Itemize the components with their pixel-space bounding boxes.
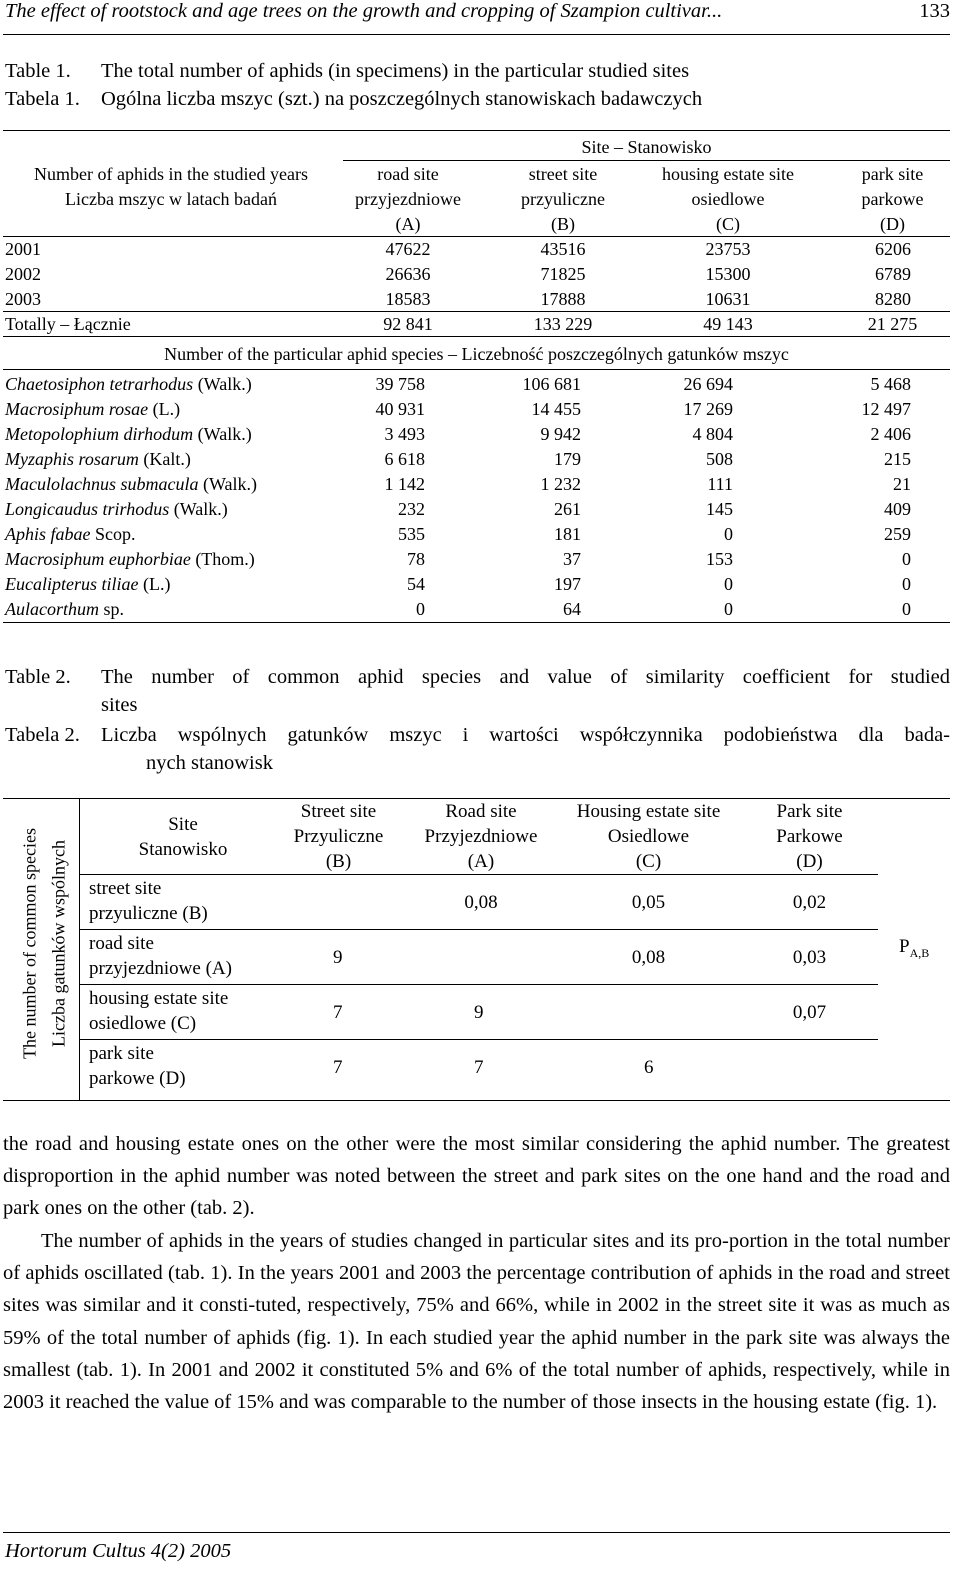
table2-caption-pl-line1: Liczba wspólnych gatunków mszyc i wartości współczynnika podobieństwa dla bada- xyxy=(101,724,950,746)
value-cell: 111 xyxy=(707,474,733,494)
value-cell: 26636 xyxy=(385,264,431,284)
table2-caption-pl-line2: nych stanowisk xyxy=(146,752,273,774)
table1-col-d-code: (D) xyxy=(880,214,905,234)
total-cell: 49 143 xyxy=(703,314,753,334)
total-cell: 21 275 xyxy=(867,314,918,334)
row-label-pl: przyuliczne (B) xyxy=(89,903,208,924)
table1-col-d-pl: parkowe xyxy=(861,189,924,209)
journal-footer: Hortorum Cultus 4(2) 2005 xyxy=(5,1540,232,1562)
species-name-cell xyxy=(5,397,180,422)
value-cell: 17888 xyxy=(540,289,586,309)
value-cell: 1 142 xyxy=(384,474,425,494)
table2-col-d-en: Park site xyxy=(776,801,843,822)
table1-row-header-pl: Liczba mszyc w latach badań xyxy=(65,189,277,209)
row-label-pl: osiedlowe (C) xyxy=(89,1013,197,1034)
table1-col-a-en: road site xyxy=(377,164,439,184)
species-name: Aphis fabae xyxy=(5,524,91,544)
table2-site-header-en: Site xyxy=(168,814,198,835)
species-name-cell xyxy=(5,472,257,497)
table1-caption-pl xyxy=(5,86,950,112)
value-cell: 15300 xyxy=(705,264,751,284)
table2-side-label-en: The number of common species xyxy=(19,828,40,1059)
table2-col-b-en: Street site xyxy=(300,801,377,822)
value-cell: 2 406 xyxy=(870,424,911,444)
value-cell: 535 xyxy=(398,524,425,544)
value-cell: 6206 xyxy=(875,239,911,259)
value-cell: 0 xyxy=(724,524,733,544)
species-name-cell xyxy=(5,372,252,397)
species-author: (Thom.) xyxy=(190,549,255,569)
table1-bottom-rule xyxy=(3,622,950,623)
table1-label-pl: Tabela 1. xyxy=(5,88,80,110)
value-cell: 6789 xyxy=(875,264,911,284)
table1-caption-en xyxy=(5,58,950,84)
species-author: sp. xyxy=(99,599,125,619)
species-name-cell xyxy=(5,497,228,522)
species-name: Aulacorthum xyxy=(5,599,99,619)
table1-group-header: Site – Stanowisko xyxy=(581,137,712,157)
value-cell: 106 681 xyxy=(522,374,581,394)
value-cell: 64 xyxy=(563,599,581,619)
table2-col-c-pl: Osiedlowe xyxy=(607,826,690,847)
value-cell: 1 232 xyxy=(540,474,581,494)
value-cell: 508 xyxy=(706,449,733,469)
table2-row-rule xyxy=(79,1039,878,1040)
value-cell: 71825 xyxy=(540,264,586,284)
value-cell: 9 942 xyxy=(540,424,581,444)
value-cell: 0 xyxy=(416,599,425,619)
table1-col-a-code: (A) xyxy=(395,214,421,234)
table2-site-header-pl: Stanowisko xyxy=(138,839,228,860)
species-author: (L.) xyxy=(148,399,181,419)
species-header: Number of the particular aphid species – Liczebność poszczególnych gatunków mszyc xyxy=(164,344,789,364)
value-cell: 9 xyxy=(474,1002,484,1023)
value-cell: 0,08 xyxy=(631,947,666,968)
value-cell: 4 804 xyxy=(692,424,733,444)
value-cell: 0 xyxy=(902,549,911,569)
running-title: The effect of rootstock and age trees on the growth and cropping of Szampion cultivar... xyxy=(5,0,723,22)
table1-col-c-pl: osiedlowe xyxy=(691,189,765,209)
value-cell: 7 xyxy=(333,1057,343,1078)
table2-caption-en xyxy=(5,664,950,716)
value-cell: 6 618 xyxy=(384,449,425,469)
value-cell: 37 xyxy=(563,549,581,569)
species-author: (Walk.) xyxy=(198,474,258,494)
table2-side-divider xyxy=(79,798,80,1100)
value-cell: 47622 xyxy=(385,239,431,259)
table1-col-b-code: (B) xyxy=(551,214,575,234)
value-cell: 197 xyxy=(554,574,581,594)
similarity-coefficient-label xyxy=(899,934,929,966)
value-cell: 23753 xyxy=(705,239,751,259)
table2-row-rule xyxy=(79,929,878,930)
total-label: Totally – Łącznie xyxy=(5,314,131,334)
value-cell: 153 xyxy=(706,549,733,569)
species-author: (Walk.) xyxy=(169,499,228,519)
species-name: Longicaudus trirhodus xyxy=(5,499,170,519)
value-cell: 6 xyxy=(644,1057,654,1078)
value-cell: 10631 xyxy=(705,289,751,309)
species-author: (Walk.) xyxy=(193,374,252,394)
year-label: 2001 xyxy=(5,239,41,259)
header-rule xyxy=(3,34,950,35)
species-name-cell xyxy=(5,447,191,472)
value-cell: 0,02 xyxy=(792,892,827,913)
value-cell: 232 xyxy=(398,499,425,519)
value-cell: 17 269 xyxy=(683,399,733,419)
species-name: Myzaphis rosarum xyxy=(5,449,139,469)
year-label: 2002 xyxy=(5,264,41,284)
running-header xyxy=(5,0,950,26)
page-number: 133 xyxy=(919,0,950,22)
value-cell: 261 xyxy=(554,499,581,519)
value-cell: 26 694 xyxy=(683,374,733,394)
table2-label-pl: Tabela 2. xyxy=(5,724,80,746)
value-cell: 12 497 xyxy=(861,399,911,419)
table1-col-c-en: housing estate site xyxy=(662,164,794,184)
value-cell: 0,07 xyxy=(792,1002,827,1023)
table1-col-b-pl: przyuliczne xyxy=(521,189,605,209)
body-paragraph-1: the road and housing estate ones on the other were the most similar considering the aphid number. The greatest disproportion in the aphid number was noted between the street and park sites on the one hand and the road and park ones on the other (tab. 2). xyxy=(3,1133,950,1220)
footer-rule xyxy=(3,1532,950,1533)
table1-rule xyxy=(3,336,950,337)
value-cell: 0 xyxy=(724,599,733,619)
table2-col-c-en: Housing estate site xyxy=(576,801,721,822)
table2-label-en: Table 2. xyxy=(5,666,71,688)
total-cell: 92 841 xyxy=(383,314,433,334)
value-cell: 14 455 xyxy=(531,399,581,419)
table1-col-a-pl: przyjezdniowe xyxy=(355,189,461,209)
table2-col-b-code: (B) xyxy=(325,851,352,872)
table2-col-a-code: (A) xyxy=(467,851,495,872)
value-cell: 0 xyxy=(902,599,911,619)
table2-bottom-rule xyxy=(3,1100,950,1101)
table2-col-b-pl: Przyuliczne xyxy=(293,826,384,847)
value-cell: 54 xyxy=(407,574,425,594)
row-label-pl: parkowe (D) xyxy=(89,1068,186,1089)
row-label-en: road site xyxy=(89,933,154,954)
table1-top-rule xyxy=(3,130,950,131)
value-cell: 145 xyxy=(706,499,733,519)
table2-col-d-code: (D) xyxy=(796,851,823,872)
value-cell: 409 xyxy=(884,499,911,519)
value-cell: 8280 xyxy=(875,289,911,309)
value-cell: 7 xyxy=(333,1002,343,1023)
row-label-pl: przyjezdniowe (A) xyxy=(89,958,232,979)
species-name: Macrosiphum rosae xyxy=(5,399,149,419)
table2-col-a-pl: Przyjezdniowe xyxy=(424,826,538,847)
table2-caption-en-line2: sites xyxy=(101,694,138,716)
value-cell: 0,08 xyxy=(464,892,498,913)
table1-col-b-en: street site xyxy=(528,164,598,184)
species-name-cell xyxy=(5,422,252,447)
p-subscript: A,B xyxy=(909,945,930,960)
table1-label-en: Table 1. xyxy=(5,60,71,82)
row-label-en: housing estate site xyxy=(89,988,229,1009)
value-cell: 0 xyxy=(902,574,911,594)
table1-species-rule xyxy=(3,369,950,370)
species-name: Macrosiphum euphorbiae xyxy=(5,549,191,569)
species-author: (L.) xyxy=(138,574,171,594)
value-cell: 215 xyxy=(884,449,911,469)
body-paragraph-2: The number of aphids in the years of studies changed in particular sites and its pro-portion in the total number of aphids oscillated (tab. 1). In the years 2001 and 2003 the percentage contribution of aphids in the road and street sites was similar and it consti-tuted, respectively, 75% and 66%, while in 2002 in the street site it was as much as 59% of the total number of aphids (fig. 1). In each studied year the aphid number in the park site was always the smallest (tab. 1). In 2001 and 2002 it constituted 5% and 6% of the total number of aphids, respectively, while in 2003 it reached the value of 15% and was comparable to the number of those insects in the housing estate (fig. 1). xyxy=(3,1230,950,1414)
value-cell: 39 758 xyxy=(375,374,425,394)
table2-col-d-pl: Parkowe xyxy=(776,826,843,847)
table2-row-rule xyxy=(79,984,878,985)
table1-caption-en-text: The total number of aphids (in specimens) in the particular studied sites xyxy=(101,60,690,82)
value-cell: 21 xyxy=(893,474,911,494)
table2-header-rule xyxy=(79,874,878,875)
value-cell: 7 xyxy=(474,1057,484,1078)
table2-side-label-pl: Liczba gatunków wspólnych xyxy=(48,840,69,1047)
value-cell: 5 468 xyxy=(870,374,911,394)
table2-caption-en-line1: The number of common aphid species and value of similarity coefficient for studied xyxy=(101,666,950,688)
value-cell: 3 493 xyxy=(384,424,425,444)
value-cell: 9 xyxy=(333,947,343,968)
species-name: Eucalipterus tiliae xyxy=(5,574,139,594)
table1-caption-pl-text: Ogólna liczba mszyc (szt.) na poszczególnych stanowiskach badawczych xyxy=(101,88,703,110)
value-cell: 179 xyxy=(554,449,581,469)
table2-col-a-en: Road site xyxy=(445,801,517,822)
value-cell: 40 931 xyxy=(375,399,425,419)
value-cell: 43516 xyxy=(540,239,586,259)
value-cell: 181 xyxy=(554,524,581,544)
species-author: (Kalt.) xyxy=(138,449,191,469)
species-author: Scop. xyxy=(90,524,136,544)
total-cell: 133 229 xyxy=(533,314,593,334)
species-name-cell xyxy=(5,522,136,547)
species-name-cell xyxy=(5,547,255,572)
table1-group-rule xyxy=(343,160,950,161)
value-cell: 0,05 xyxy=(631,892,666,913)
table1-col-d-en: park site xyxy=(861,164,924,184)
table1-col-c-code: (C) xyxy=(716,214,740,234)
value-cell: 0,03 xyxy=(792,947,827,968)
row-label-en: street site xyxy=(89,878,162,899)
species-author: (Walk.) xyxy=(193,424,252,444)
species-name: Maculolachnus submacula xyxy=(5,474,199,494)
species-name-cell xyxy=(5,572,170,597)
value-cell: 78 xyxy=(407,549,425,569)
p-symbol: P xyxy=(899,936,910,957)
value-cell: 18583 xyxy=(385,289,431,309)
year-label: 2003 xyxy=(5,289,41,309)
species-name: Metopolophium dirhodum xyxy=(5,424,194,444)
table2-col-c-code: (C) xyxy=(635,851,662,872)
species-name-cell xyxy=(5,597,124,622)
value-cell: 0 xyxy=(724,574,733,594)
table2-caption-pl xyxy=(5,722,950,774)
species-name: Chaetosiphon tetrarhodus xyxy=(5,374,194,394)
value-cell: 259 xyxy=(884,524,911,544)
row-label-en: park site xyxy=(89,1043,154,1064)
table1-row-header-en: Number of aphids in the studied years xyxy=(34,164,308,184)
